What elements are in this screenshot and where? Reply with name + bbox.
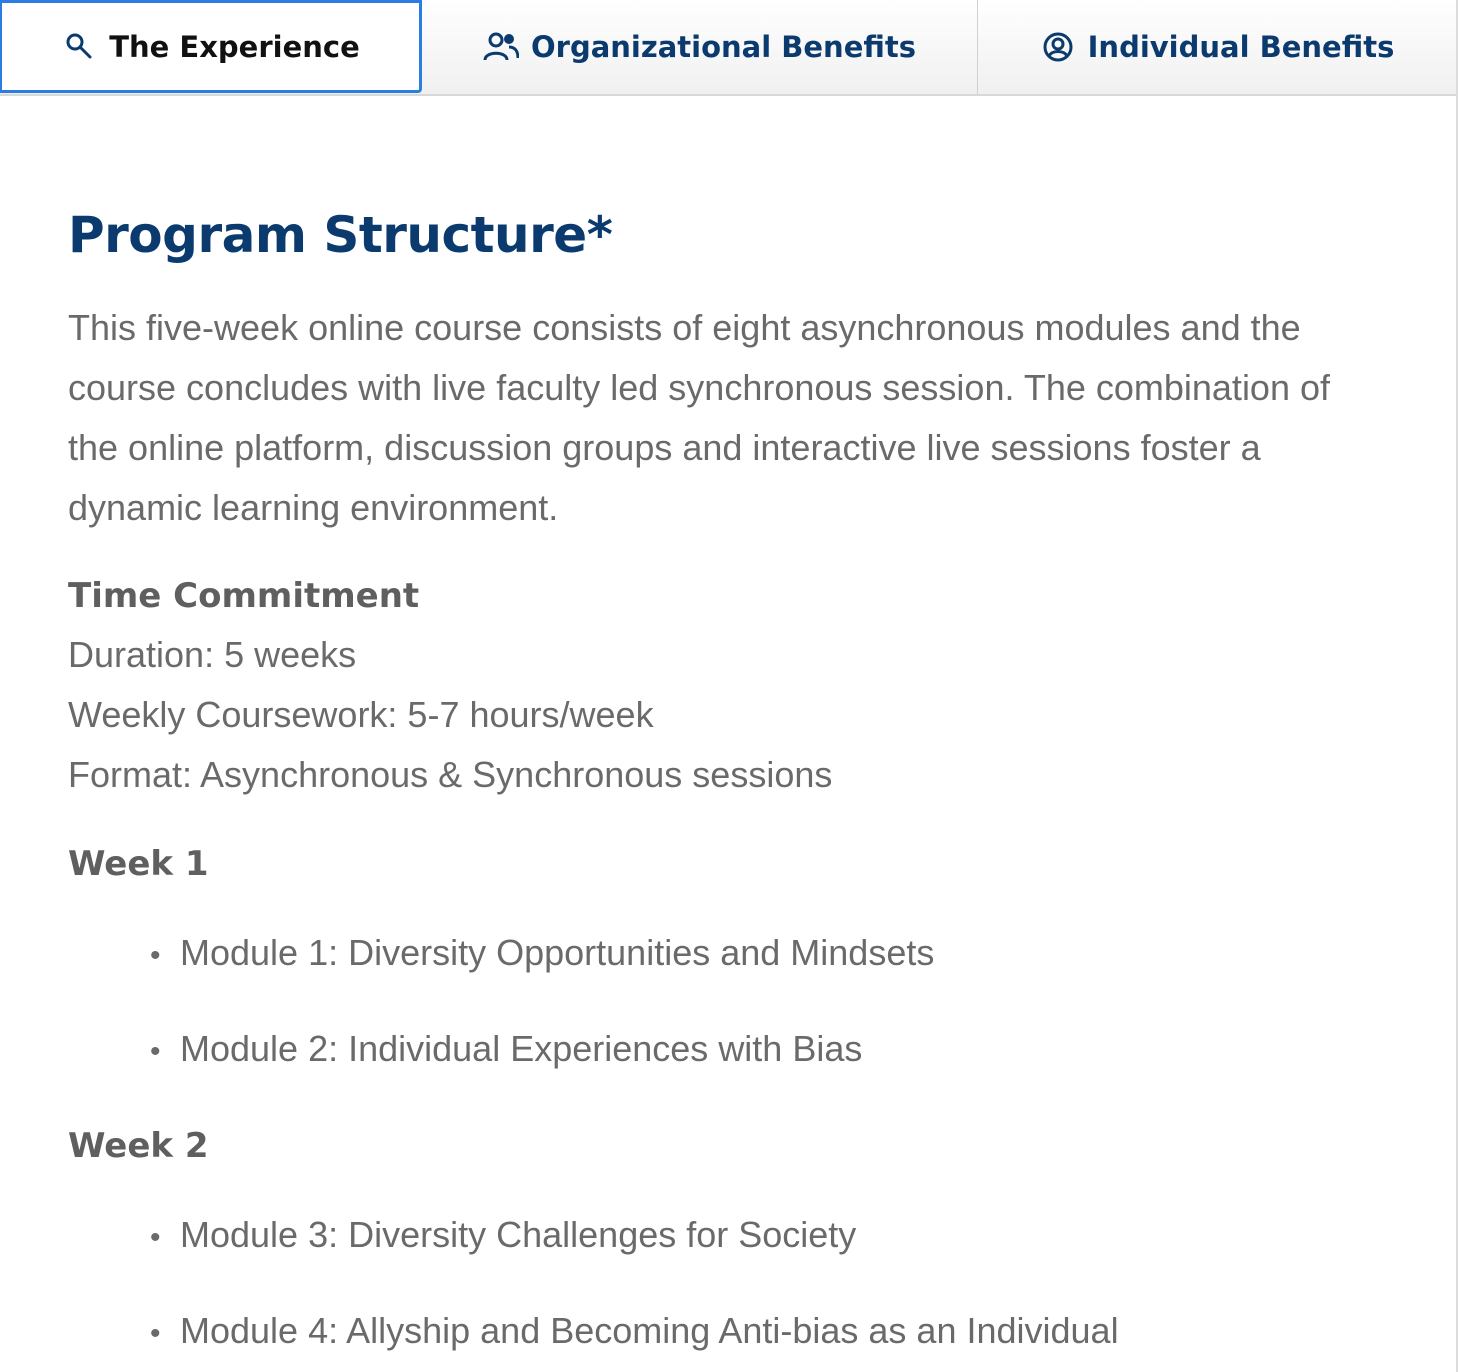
module-label: Module 2: Individual Experiences with Bias bbox=[180, 1028, 863, 1069]
week-heading: Week 2 bbox=[68, 1126, 209, 1166]
module-label: Module 1: Diversity Opportunities and Mindsets bbox=[180, 932, 935, 973]
tab-organizational-benefits[interactable] bbox=[422, 0, 978, 94]
tab-bar bbox=[0, 0, 1456, 96]
bullet-icon: • bbox=[150, 1317, 161, 1350]
week-heading: Week 1 bbox=[68, 844, 209, 884]
bullet-icon: • bbox=[150, 1035, 161, 1068]
time-commitment-heading: Time Commitment bbox=[68, 576, 420, 616]
tab-label: Organizational Benefits bbox=[530, 30, 916, 64]
bullet-icon: • bbox=[150, 939, 161, 972]
format-text: Format: Asynchronous & Synchronous sessions bbox=[68, 754, 833, 795]
bullet-icon: • bbox=[150, 1221, 161, 1254]
list-item bbox=[150, 1028, 862, 1070]
users-icon bbox=[483, 29, 519, 65]
search-icon bbox=[61, 29, 97, 65]
tab-individual-benefits[interactable] bbox=[978, 0, 1456, 94]
list-item bbox=[150, 932, 934, 974]
page-title: Program Structure* bbox=[68, 206, 613, 264]
tab-label: Individual Benefits bbox=[1087, 30, 1395, 64]
module-label: Module 3: Diversity Challenges for Society bbox=[180, 1214, 857, 1255]
list-item bbox=[150, 1214, 856, 1256]
user-circle-icon bbox=[1040, 29, 1076, 65]
module-label: Module 4: Allyship and Becoming Anti-bias as an Individual bbox=[180, 1310, 1119, 1351]
list-item bbox=[150, 1310, 1119, 1352]
intro-paragraph: This five-week online course consists of eight asynchronous modules and the course concludes with live faculty led synchronous session. The combination of the online platform, discussion groups and interactive live sessions foster a dynamic learning environment. bbox=[68, 307, 1331, 528]
weekly-coursework-text: Weekly Coursework: 5-7 hours/week bbox=[68, 694, 654, 735]
tab-the-experience[interactable] bbox=[0, 0, 422, 93]
tab-label: The Experience bbox=[109, 29, 360, 64]
duration-text: Duration: 5 weeks bbox=[68, 634, 357, 675]
